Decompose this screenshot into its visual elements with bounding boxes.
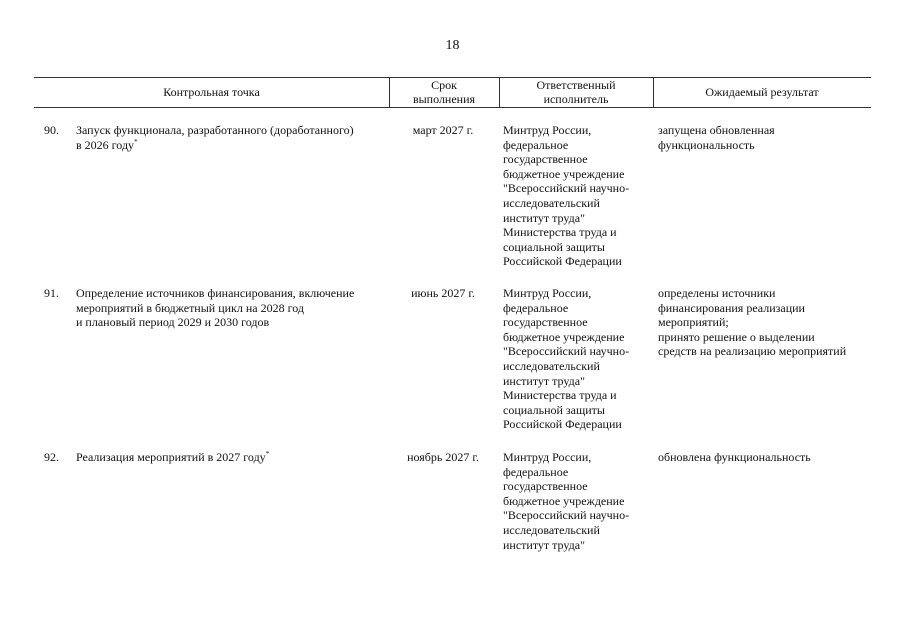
header-checkpoint-label: Контрольная точка (163, 85, 260, 99)
executor-line: государственное (503, 315, 588, 330)
executor-line: "Всероссийский научно- (503, 344, 630, 359)
executor-line: Минтруд России, (503, 286, 592, 300)
row-description (76, 286, 386, 330)
row-description (76, 123, 386, 152)
result-line: обновлена функциональность (658, 450, 811, 464)
row-executor (503, 123, 651, 269)
result-line: запущена обновленная (658, 123, 775, 137)
row-number: 91. (44, 286, 59, 300)
row-number: 92. (44, 450, 59, 464)
result-line: определены источники (658, 286, 776, 300)
executor-line: социальной защиты (503, 402, 605, 417)
executor-line: Российской Федерации (503, 417, 622, 432)
description-text: Реализация мероприятий в 2027 году (76, 450, 266, 464)
result-line: функциональность (658, 137, 755, 152)
executor-line: исследовательский (503, 522, 600, 537)
executor-line: Российской Федерации (503, 254, 622, 269)
result-line: принято решение о выделении (658, 329, 815, 344)
result-line: средств на реализацию мероприятий (658, 344, 847, 359)
footnote-marker: * (134, 137, 138, 146)
executor-line: Министерства труда и (503, 225, 617, 240)
executor-line: федеральное (503, 300, 569, 315)
result-line: мероприятий; (658, 315, 729, 330)
description-line: и плановый период 2029 и 2030 годов (76, 315, 270, 330)
header-checkpoint (34, 77, 389, 107)
description-line (76, 450, 386, 465)
executor-line: Минтруд России, (503, 450, 592, 464)
executor-line: государственное (503, 152, 588, 167)
row-deadline: июнь 2027 г. (411, 286, 475, 300)
header-responsible (499, 77, 653, 107)
header-result (653, 77, 871, 107)
header-result-label: Ожидаемый результат (705, 85, 819, 99)
executor-line: Минтруд России, (503, 123, 592, 137)
header-deadline-line-2: выполнения (412, 92, 476, 106)
header-deadline-line-1: Срок (431, 78, 457, 92)
executor-line: исследовательский (503, 358, 600, 373)
executor-line: "Всероссийский научно- (503, 508, 630, 523)
row-number: 90. (44, 123, 59, 137)
executor-line: бюджетное учреждение (503, 166, 625, 181)
row-result (658, 450, 868, 465)
executor-line: институт труда" (503, 537, 585, 552)
executor-line: исследовательский (503, 195, 600, 210)
description-line: Запуск функционала, разработанного (доработанного) (76, 123, 354, 137)
description-line: Определение источников финансирования, включение (76, 286, 355, 300)
description-line (76, 138, 386, 153)
executor-line: институт труда" (503, 210, 585, 225)
row-result (658, 286, 868, 359)
executor-line: бюджетное учреждение (503, 329, 625, 344)
row-result (658, 123, 868, 152)
description-text: в 2026 году (76, 137, 135, 152)
page-number: 18 (445, 38, 460, 53)
header-responsible-line-1: Ответственный (536, 78, 616, 92)
table-header-bottom-border (34, 107, 871, 108)
executor-line: федеральное (503, 137, 569, 152)
executor-line: бюджетное учреждение (503, 493, 625, 508)
row-description (76, 450, 386, 465)
executor-line: институт труда" (503, 373, 585, 388)
executor-line: социальной защиты (503, 239, 605, 254)
executor-line: Министерства труда и (503, 388, 617, 403)
header-deadline (389, 77, 499, 107)
executor-line: федеральное (503, 464, 569, 479)
row-executor (503, 286, 651, 432)
result-line: финансирования реализации (658, 300, 805, 315)
executor-line: "Всероссийский научно- (503, 181, 630, 196)
footnote-marker: * (265, 450, 270, 458)
executor-line: государственное (503, 479, 588, 494)
row-deadline: ноябрь 2027 г. (407, 450, 479, 464)
row-deadline: март 2027 г. (412, 123, 474, 137)
row-executor (503, 450, 651, 552)
header-responsible-line-2: исполнитель (543, 92, 609, 106)
description-line: мероприятий в бюджетный цикл на 2028 год (76, 300, 305, 315)
